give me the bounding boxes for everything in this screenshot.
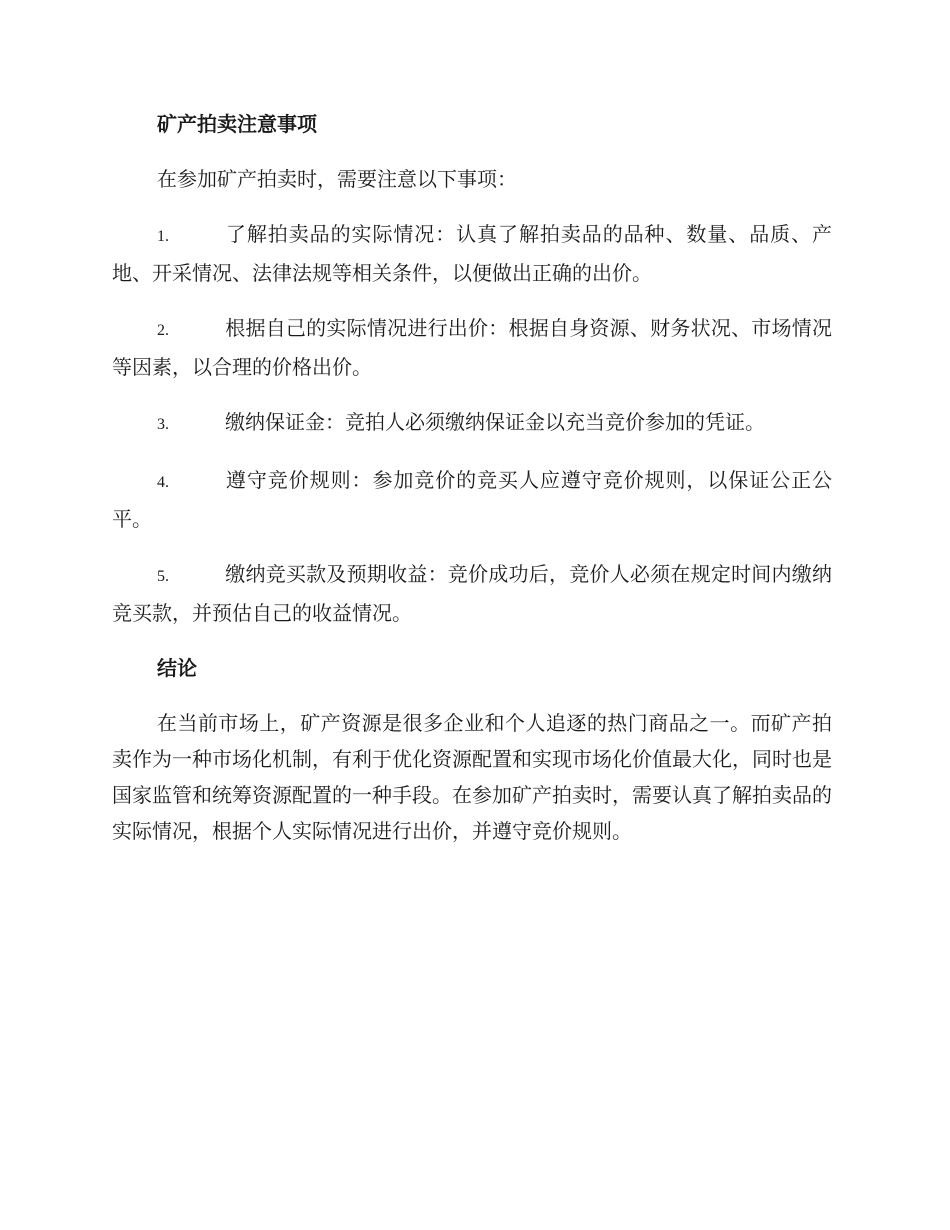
list-item (112, 556, 832, 631)
list-number: 3. (157, 416, 169, 433)
list-item (112, 462, 832, 537)
list-item (112, 404, 832, 443)
list-number: 5. (157, 568, 169, 585)
list-item-text: 了解拍卖品的实际情况：认真了解拍卖品的品种、数量、品质、产地、开采情况、法律法规等相关条件，以便做出正确的出价。 (112, 222, 832, 285)
list-item (112, 310, 832, 385)
list-item (112, 216, 832, 291)
list-number: 2. (157, 322, 169, 339)
list-item-text: 缴纳保证金：竞拍人必须缴纳保证金以充当竞价参加的凭证。 (225, 410, 765, 434)
list-item-text: 遵守竞价规则：参加竞价的竞买人应遵守竞价规则，以保证公正公平。 (112, 468, 832, 531)
section-heading-conclusion: 结论 (157, 656, 197, 680)
list-number: 1. (157, 228, 169, 245)
list-number: 4. (157, 474, 169, 491)
intro-paragraph: 在参加矿产拍卖时，需要注意以下事项： (157, 167, 517, 191)
section-heading-notes: 矿产拍卖注意事项 (157, 112, 317, 136)
list-item-text: 根据自己的实际情况进行出价：根据自身资源、财务状况、市场情况等因素，以合理的价格出价。 (112, 316, 832, 379)
conclusion-paragraph: 在当前市场上，矿产资源是很多企业和个人追逐的热门商品之一。而矿产拍卖作为一种市场化机制，有利于优化资源配置和实现市场化价值最大化，同时也是国家监管和统筹资源配置的一种手段。在参加矿产拍卖时，需要认真了解拍卖品的实际情况，根据个人实际情况进行出价，并遵守竞价规则。 (112, 711, 832, 843)
list-item-text: 缴纳竞买款及预期收益：竞价成功后，竞价人必须在规定时间内缴纳竞买款，并预估自己的收益情况。 (112, 562, 832, 625)
document-content (112, 106, 832, 868)
